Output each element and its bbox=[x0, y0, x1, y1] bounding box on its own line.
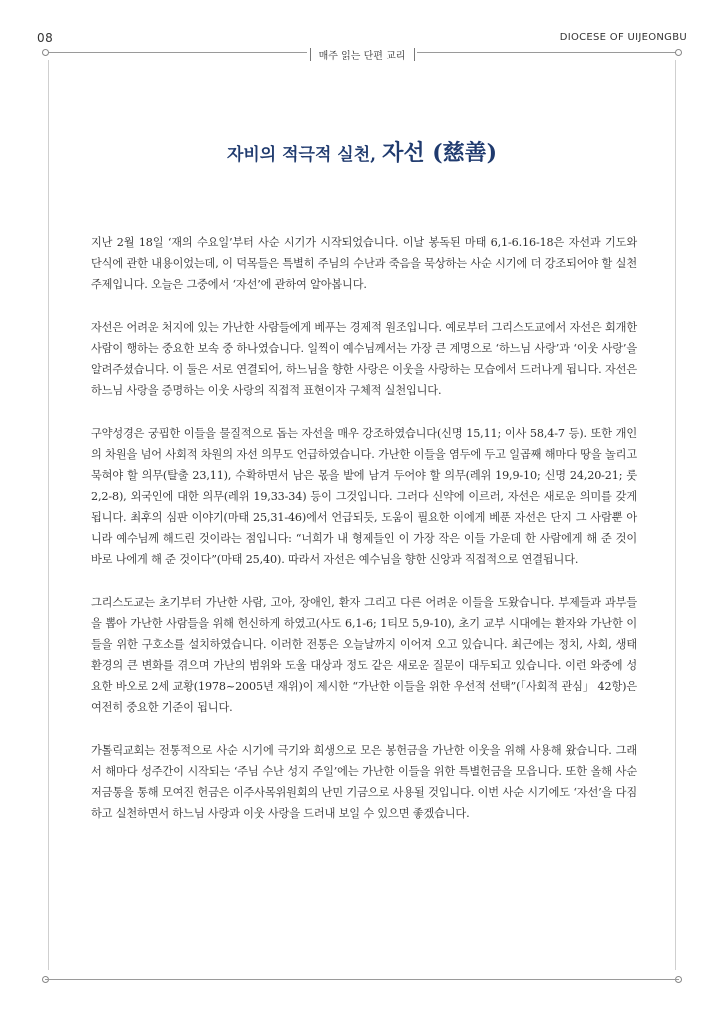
title-emphasis: 자선 (慈善) bbox=[382, 140, 498, 166]
page-number: 08 bbox=[37, 31, 54, 45]
paragraph-5: 가톨릭교회는 전통적으로 사순 시기에 극기와 희생으로 모은 봉헌금을 가난한 이웃을 위해 사용해 왔습니다. 그래서 해마다 성주간이 시작되는 ‘주님 수난 성지 주일’에는 가난한 이들을 위한 특별헌금을 모읍니다. 또한 올해 사순 저금통을 통해 모여진 헌금은 이주사목위원회의 난민 기금으로 사용될 것입니다. 이번 사순 시기에도 ‘자선’을 다짐하고 실천하면서 하느님 사랑과 이웃 사랑을 드러내 보일 수 있으면 좋겠습니다. bbox=[91, 744, 637, 820]
ring-ornament-top-left bbox=[42, 49, 49, 56]
article-title bbox=[0, 130, 724, 168]
title-main: 자비의 적극적 실천, bbox=[226, 145, 377, 165]
article-body bbox=[91, 232, 637, 846]
ring-ornament-top-right bbox=[675, 49, 682, 56]
paragraph-4: 그리스도교는 초기부터 가난한 사람, 고아, 장애인, 환자 그리고 다른 어려운 이들을 도왔습니다. 부제들과 과부들을 뽑아 가난한 사람들을 위해 헌신하게 하였고(사도 6,1-6; 1티모 5,9-10), 초기 교부 시대에는 환자와 가난한 이들을 위한 구호소를 설치하였습니다. 이러한 전통은 오늘날까지 이어져 오고 있습니다. 최근에는 정치, 사회, 생태환경의 큰 변화를 겪으며 가난의 범위와 도울 대상과 정도 같은 새로운 질문이 대두되고 있습니다. 이런 와중에 성 요한 바오로 2세 교황(1978~2005년 재위)이 제시한 “가난한 이들을 위한 우선적 선택”(「사회적 관심」 42항)은 여전히 중요한 기준이 됩니다. bbox=[91, 596, 637, 714]
paragraph-1: 지난 2월 18일 ‘재의 수요일’부터 사순 시기가 시작되었습니다. 이날 봉독된 마태 6,1-6.16-18은 자선과 기도와 단식에 관한 내용이었는데, 이 덕목들은 특별히 주님의 수난과 죽음을 묵상하는 사순 시기에 더 강조되어야 할 실천 주제입니다. 오늘은 그중에서 ‘자선’에 관하여 알아봅니다. bbox=[91, 236, 637, 291]
footer-rule bbox=[45, 979, 679, 980]
paragraph-3: 구약성경은 궁핍한 이들을 물질적으로 돕는 자선을 매우 강조하였습니다(신명 15,11; 이사 58,4-7 등). 또한 개인의 차원을 넘어 사회적 차원의 자선 의무도 언급하였습니다. 가난한 이들을 염두에 두고 일곱째 해마다 땅을 놀리고 묵혀야 할 의무(탈출 23,11), 수확하면서 남은 몫을 밭에 남겨 두어야 할 의무(레위 19,9-10; 신명 24,20-21; 룻 2,2-8), 외국인에 대한 의무(레위 19,33-34) 등이 그것입니다. 그러다 신약에 이르러, 자선은 새로운 의미를 갖게 됩니다. 최후의 심판 이야기(마태 25,31-46)에서 언급되듯, 도움이 필요한 이에게 베푼 자선은 단지 그 사람뿐 아니라 예수님께 해드린 것이라는 점입니다: “너희가 내 형제들인 이 가장 작은 이들 가운데 한 사람에게 해 준 것이 바로 나에게 해 준 것이다”(마태 25,40). 따라서 자선은 예수님을 향한 신앙과 직접적으로 연결됩니다. bbox=[91, 427, 637, 566]
organization-name: DIOCESE OF UIJEONGBU bbox=[559, 32, 687, 43]
paragraph-2: 자선은 어려운 처지에 있는 가난한 사람들에게 베푸는 경제적 원조입니다. 예로부터 그리스도교에서 자선은 회개한 사람이 행하는 중요한 보속 중 하나였습니다. 일찍이 예수님께서는 가장 큰 계명으로 ‘하느님 사랑’과 ‘이웃 사랑’을 알려주셨습니다. 이 둘은 서로 연결되어, 하느님을 향한 사랑은 이웃을 사랑하는 모습에서 드러나게 됩니다. 자선은 하느님 사랑을 증명하는 이웃 사랑의 직접적 표현이자 구체적 실천입니다. bbox=[91, 321, 637, 397]
section-title: 매주 읽는 단편 교리 bbox=[313, 49, 412, 65]
